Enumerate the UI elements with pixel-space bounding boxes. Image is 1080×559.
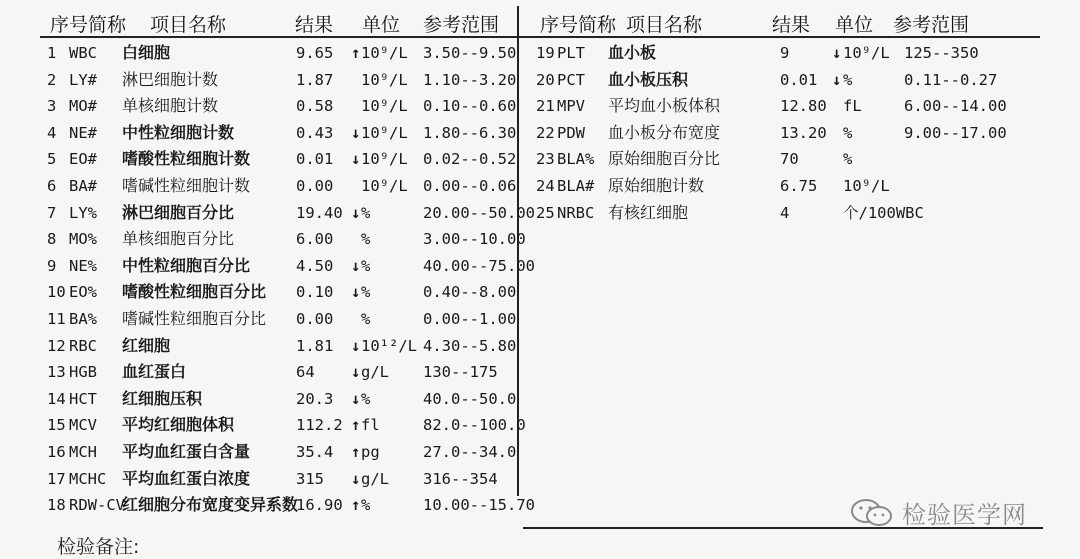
row-index: 2 xyxy=(47,70,57,89)
item-result: 0.01 xyxy=(780,70,818,89)
item-code: NE# xyxy=(69,123,97,142)
item-unit: % xyxy=(843,70,853,89)
item-name: 血红蛋白 xyxy=(122,362,187,382)
row-index: 7 xyxy=(47,203,57,222)
row-index: 9 xyxy=(47,256,57,275)
row-index: 22 xyxy=(536,123,555,142)
reference-range: 10.00--15.70 xyxy=(423,496,535,515)
item-name: 有核红细胞 xyxy=(608,202,689,222)
item-result: 0.00 xyxy=(296,309,334,328)
result-row xyxy=(0,279,518,306)
item-result: 6.75 xyxy=(780,176,818,195)
row-index: 21 xyxy=(536,97,555,116)
item-unit: 10¹²/L xyxy=(361,336,417,355)
row-index: 10 xyxy=(47,283,66,302)
result-row xyxy=(0,120,1080,147)
row-index: 23 xyxy=(536,150,555,169)
item-unit: 10⁹/L xyxy=(361,176,408,195)
header-right-code: 序号简称 xyxy=(540,14,617,36)
item-code: MO# xyxy=(69,97,97,116)
abnormal-flag: ↓ xyxy=(832,44,842,62)
item-name: 单核细胞计数 xyxy=(122,96,219,116)
item-unit: g/L xyxy=(361,363,389,382)
header-right-name: 项目名称 xyxy=(626,14,703,36)
item-result: 70 xyxy=(780,150,799,169)
reference-range: 1.80--6.30 xyxy=(423,123,517,142)
result-row xyxy=(0,146,1080,173)
item-name: 原始细胞百分比 xyxy=(608,149,721,169)
row-index: 6 xyxy=(47,176,57,195)
reference-range: 6.00--14.00 xyxy=(904,97,1007,116)
item-code: EO% xyxy=(69,283,97,302)
row-index: 13 xyxy=(47,363,66,382)
abnormal-flag: ↓ xyxy=(351,256,361,275)
result-row xyxy=(0,40,1080,67)
result-row xyxy=(0,333,518,360)
item-code: EO# xyxy=(69,150,97,169)
item-result: 6.00 xyxy=(296,230,334,249)
item-name: 嗜碱性粒细胞百分比 xyxy=(122,308,267,328)
reference-range: 0.11--0.27 xyxy=(904,70,998,89)
item-unit: % xyxy=(361,203,371,222)
item-unit: 10⁹/L xyxy=(843,176,890,195)
row-index: 3 xyxy=(47,97,57,116)
row-index: 24 xyxy=(536,176,555,195)
item-code: MPV xyxy=(557,97,585,116)
reference-range: 0.00--1.00 xyxy=(423,309,517,328)
item-name: 原始细胞计数 xyxy=(608,175,705,195)
item-name: 平均红细胞体积 xyxy=(122,415,235,435)
result-row xyxy=(0,226,526,253)
item-result: 4 xyxy=(780,203,790,222)
row-index: 12 xyxy=(47,336,66,355)
header-right-result: 结果 xyxy=(772,14,811,36)
item-result: 19.40 xyxy=(296,203,343,222)
reference-range: 3.00--10.00 xyxy=(423,230,526,249)
abnormal-flag: ↓ xyxy=(351,363,361,382)
header-left-name: 项目名称 xyxy=(150,14,227,36)
item-result: 0.43 xyxy=(296,123,334,142)
row-index: 5 xyxy=(47,150,57,169)
item-unit: % xyxy=(361,230,371,249)
item-unit: 10⁹/L xyxy=(361,123,408,142)
result-row xyxy=(0,466,518,493)
item-name: 红细胞压积 xyxy=(122,388,203,408)
item-unit: % xyxy=(361,256,371,275)
item-code: LY% xyxy=(69,203,97,222)
row-index: 11 xyxy=(47,309,66,328)
row-index: 17 xyxy=(47,469,66,488)
item-result: 0.00 xyxy=(296,176,334,195)
item-result: 0.10 xyxy=(296,283,334,302)
result-row xyxy=(0,253,535,280)
item-unit: 10⁹/L xyxy=(361,97,408,116)
abnormal-flag: ↓ xyxy=(351,150,361,169)
item-name: 中性粒细胞百分比 xyxy=(122,255,251,275)
reference-range: 1.10--3.20 xyxy=(423,70,517,89)
item-unit: 10⁹/L xyxy=(361,150,408,169)
item-code: BA# xyxy=(69,176,97,195)
item-code: MO% xyxy=(69,230,97,249)
item-result: 0.58 xyxy=(296,97,334,116)
reference-range: 0.02--0.52 xyxy=(423,150,517,169)
item-code: MCHC xyxy=(69,469,107,488)
reference-range: 0.00--0.06 xyxy=(423,176,517,195)
item-result: 315 xyxy=(296,469,324,488)
item-result: 1.81 xyxy=(296,336,334,355)
reference-range: 130--175 xyxy=(423,363,498,382)
result-row xyxy=(0,439,518,466)
row-index: 19 xyxy=(536,44,555,62)
item-unit: % xyxy=(361,283,371,302)
row-index: 4 xyxy=(47,123,57,142)
item-code: PCT xyxy=(557,70,585,89)
abnormal-flag: ↓ xyxy=(351,123,361,142)
item-result: 1.87 xyxy=(296,70,334,89)
item-result: 20.3 xyxy=(296,389,334,408)
item-result: 9 xyxy=(780,44,790,62)
result-row xyxy=(0,412,526,439)
item-code: HCT xyxy=(69,389,97,408)
item-name: 平均血红蛋白浓度 xyxy=(122,468,251,488)
header-left-ref: 参考范围 xyxy=(423,14,500,36)
result-row xyxy=(0,67,1080,94)
remark-label: 检验备注: xyxy=(57,536,140,558)
row-index: 1 xyxy=(47,44,57,62)
reference-range: 40.00--75.00 xyxy=(423,256,535,275)
result-row xyxy=(0,359,518,386)
item-unit: 10⁹/L xyxy=(843,44,890,62)
row-index: 8 xyxy=(47,230,57,249)
row-index: 25 xyxy=(536,203,555,222)
reference-range: 0.10--0.60 xyxy=(423,97,517,116)
item-result: 13.20 xyxy=(780,123,827,142)
item-result: 112.2 xyxy=(296,416,343,435)
watermark xyxy=(850,495,1027,530)
row-index: 14 xyxy=(47,389,66,408)
item-code: BLA# xyxy=(557,176,595,195)
item-unit: % xyxy=(361,389,371,408)
item-result: 16.90 xyxy=(296,496,343,515)
item-unit: % xyxy=(843,150,853,169)
item-result: 35.4 xyxy=(296,442,334,461)
item-name: 中性粒细胞计数 xyxy=(122,122,235,142)
item-name: 血小板压积 xyxy=(608,69,689,89)
row-index: 20 xyxy=(536,70,555,89)
header-right-ref: 参考范围 xyxy=(893,14,970,36)
header-left-result: 结果 xyxy=(295,14,334,36)
item-unit: 10⁹/L xyxy=(361,44,408,62)
result-row xyxy=(0,306,518,333)
reference-range: 9.00--17.00 xyxy=(904,123,1007,142)
item-name: 单核细胞百分比 xyxy=(122,229,235,249)
item-name: 平均血红蛋白含量 xyxy=(122,441,251,461)
row-index: 16 xyxy=(47,442,66,461)
item-name: 白细胞 xyxy=(122,43,171,62)
reference-range: 27.0--34.0 xyxy=(423,442,517,461)
reference-range: 0.40--8.00 xyxy=(423,283,517,302)
item-code: NRBC xyxy=(557,203,595,222)
header-left-code: 序号简称 xyxy=(50,14,127,36)
item-name: 红细胞分布宽度变异系数 xyxy=(122,495,299,515)
item-unit: % xyxy=(843,123,853,142)
item-name: 淋巴细胞百分比 xyxy=(122,202,235,222)
item-code: MCV xyxy=(69,416,97,435)
item-code: RBC xyxy=(69,336,97,355)
item-code: PLT xyxy=(557,44,585,62)
item-result: 0.01 xyxy=(296,150,334,169)
abnormal-flag: ↓ xyxy=(351,469,361,488)
item-unit: % xyxy=(361,496,371,515)
item-code: WBC xyxy=(69,44,97,62)
result-row xyxy=(0,492,535,519)
item-unit: 10⁹/L xyxy=(361,70,408,89)
item-name: 平均血小板体积 xyxy=(608,96,721,116)
item-code: LY# xyxy=(69,70,97,89)
reference-range: 20.00--50.00 xyxy=(423,203,535,222)
result-row xyxy=(0,200,1080,227)
item-code: PDW xyxy=(557,123,585,142)
abnormal-flag: ↑ xyxy=(351,416,361,435)
result-row xyxy=(0,173,1080,200)
item-unit: % xyxy=(361,309,371,328)
header-left-unit: 单位 xyxy=(362,14,401,36)
reference-range: 4.30--5.80 xyxy=(423,336,517,355)
item-name: 嗜碱性粒细胞计数 xyxy=(122,175,251,195)
abnormal-flag: ↓ xyxy=(351,389,361,408)
abnormal-flag: ↑ xyxy=(351,496,361,515)
abnormal-flag: ↓ xyxy=(832,70,842,89)
item-result: 9.65 xyxy=(296,44,334,62)
item-result: 12.80 xyxy=(780,97,827,116)
item-unit: pg xyxy=(361,442,380,461)
item-name: 血小板 xyxy=(608,43,657,62)
right-results-list xyxy=(0,40,1080,226)
watermark-text: 检验医学网 xyxy=(902,501,1027,529)
row-index: 15 xyxy=(47,416,66,435)
reference-range: 3.50--9.50 xyxy=(423,44,517,62)
reference-range: 316--354 xyxy=(423,469,498,488)
item-result: 64 xyxy=(296,363,315,382)
item-code: RDW-CV xyxy=(69,496,125,515)
result-row xyxy=(0,386,518,413)
header-right-unit: 单位 xyxy=(835,14,874,36)
abnormal-flag: ↑ xyxy=(351,442,361,461)
item-name: 血小板分布宽度 xyxy=(608,122,721,142)
item-unit: 个/100WBC xyxy=(843,203,924,222)
item-unit: g/L xyxy=(361,469,389,488)
item-unit: fL xyxy=(843,97,862,116)
item-name: 嗜酸性粒细胞百分比 xyxy=(122,282,267,302)
item-unit: fl xyxy=(361,416,380,435)
item-result: 4.50 xyxy=(296,256,334,275)
reference-range: 125--350 xyxy=(904,44,979,62)
reference-range: 40.0--50.0 xyxy=(423,389,517,408)
abnormal-flag: ↓ xyxy=(351,283,361,302)
abnormal-flag: ↓ xyxy=(351,203,361,222)
item-name: 淋巴细胞计数 xyxy=(122,69,219,89)
item-code: BA% xyxy=(69,309,97,328)
item-code: HGB xyxy=(69,363,97,382)
item-code: BLA% xyxy=(557,150,595,169)
abnormal-flag: ↓ xyxy=(351,336,361,355)
item-name: 嗜酸性粒细胞计数 xyxy=(122,149,251,169)
wechat-icon xyxy=(850,498,894,528)
row-index: 18 xyxy=(47,496,66,515)
reference-range: 82.0--100.0 xyxy=(423,416,526,435)
abnormal-flag: ↑ xyxy=(351,44,361,62)
item-code: MCH xyxy=(69,442,97,461)
result-row xyxy=(0,93,1080,120)
item-name: 红细胞 xyxy=(122,335,171,355)
item-code: NE% xyxy=(69,256,97,275)
